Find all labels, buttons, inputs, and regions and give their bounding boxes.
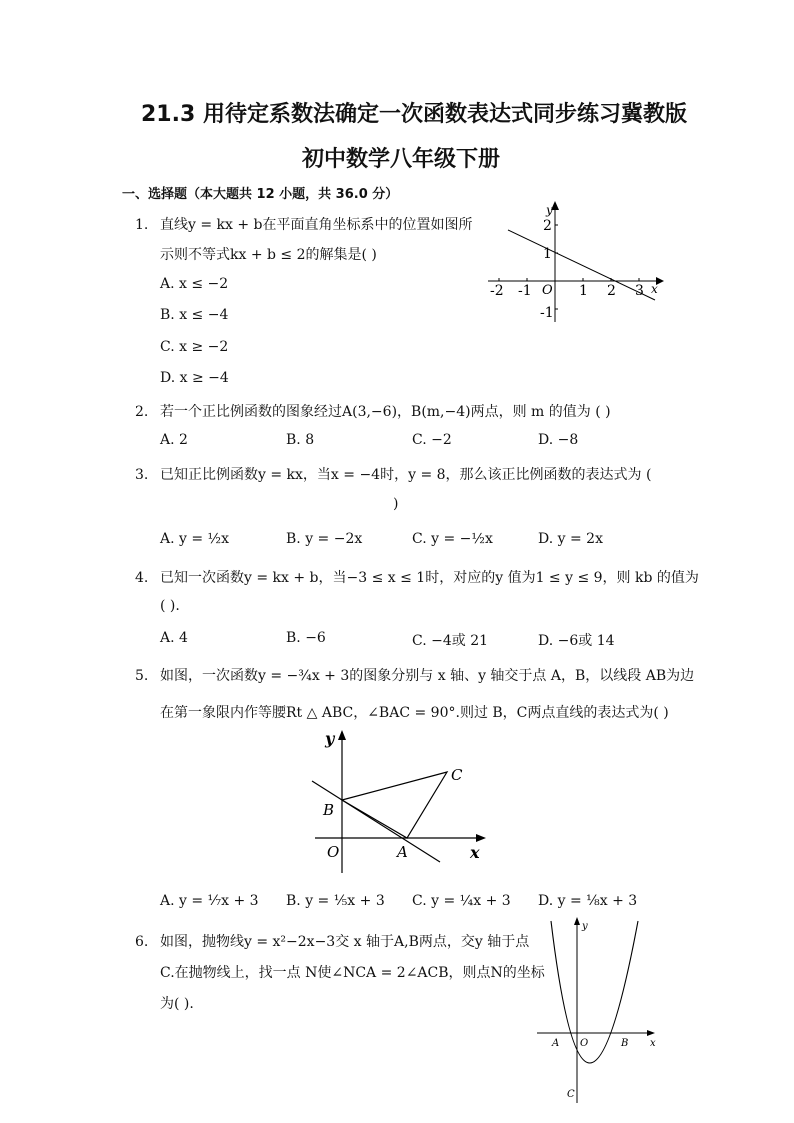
option-b[interactable]: B. −6 <box>286 630 326 646</box>
origin-label: O <box>580 1038 589 1049</box>
option-a[interactable]: A. 2 <box>160 432 188 448</box>
question-text: 直线y = kx + b在平面直角坐标系中的位置如图所 <box>160 217 473 233</box>
option-c[interactable]: C. −2 <box>412 432 452 448</box>
option-a[interactable]: A. y = ⅐x + 3 <box>160 893 259 909</box>
option-d[interactable]: D. x ≥ −4 <box>160 370 229 386</box>
question-number: 4. <box>135 570 149 586</box>
option-b[interactable]: B. 8 <box>286 432 315 448</box>
y-axis-label: y <box>546 203 553 217</box>
origin-label: O <box>542 283 553 298</box>
question-text: ( ). <box>160 598 180 614</box>
q6-parabola-graph <box>535 915 665 1107</box>
question-text: 在第一象限内作等腰Rt △ ABC，∠BAC = 90°.则过 B，C两点直线的表达式为( ) <box>160 705 669 721</box>
y-axis-arrow <box>574 917 580 925</box>
y-tick-label: 1 <box>543 246 552 262</box>
question-text: ) <box>393 496 399 512</box>
point-a-label: A <box>552 1038 560 1049</box>
option-b[interactable]: B. y = −2x <box>286 531 363 547</box>
q1-line-graph <box>480 198 665 328</box>
triangle-abc <box>342 772 447 838</box>
question-text: 若一个正比例函数的图象经过A(3,−6)，B(m,−4)两点，则 m 的值为 ( ) <box>160 404 611 420</box>
x-tick-label: 2 <box>607 283 616 299</box>
x-tick-label: -1 <box>518 283 532 299</box>
option-b[interactable]: B. y = ⅕x + 3 <box>286 893 385 909</box>
option-d[interactable]: D. −6或 14 <box>538 633 615 649</box>
option-d[interactable]: D. y = 2x <box>538 531 603 547</box>
option-c[interactable]: C. x ≥ −2 <box>160 339 229 355</box>
option-a[interactable]: A. y = ½x <box>160 531 230 547</box>
point-b-label: B <box>323 801 335 819</box>
option-a[interactable]: A. 4 <box>160 630 188 646</box>
y-tick-label: -1 <box>540 305 554 321</box>
question-text: C.在抛物线上，找一点 N使∠NCA = 2∠ACB，则点N的坐标 <box>160 965 545 981</box>
question-text: 已知一次函数y = kx + b，当−3 ≤ x ≤ 1时，对应的y 值为1 ≤ y ≤ 9，则 kb 的值为 <box>160 570 699 586</box>
question-number: 2. <box>135 404 149 420</box>
point-c-label: C <box>567 1089 575 1100</box>
x-axis-label: x <box>650 1038 656 1049</box>
document-title-line1: 21.3 用待定系数法确定一次函数表达式同步练习冀教版 <box>141 102 687 127</box>
q5-triangle-graph <box>300 728 490 878</box>
x-axis-label: x <box>651 282 658 296</box>
question-number: 1. <box>135 217 149 233</box>
option-c[interactable]: C. y = −½x <box>412 531 493 547</box>
question-text: 为( ). <box>160 996 194 1012</box>
x-axis-arrow <box>647 1030 655 1036</box>
point-c-label: C <box>451 766 463 784</box>
y-tick-label: 2 <box>543 218 552 234</box>
x-axis-arrow <box>476 834 486 842</box>
option-b[interactable]: B. x ≤ −4 <box>160 307 229 323</box>
option-d[interactable]: D. −8 <box>538 432 579 448</box>
option-c[interactable]: C. −4或 21 <box>412 633 489 649</box>
point-b-label: B <box>621 1038 629 1049</box>
point-a-label: A <box>397 843 408 861</box>
document-title-line2: 初中数学八年级下册 <box>302 147 501 172</box>
option-a[interactable]: A. x ≤ −2 <box>160 276 229 292</box>
option-d[interactable]: D. y = ⅛x + 3 <box>538 893 638 909</box>
y-axis-arrow <box>338 730 346 740</box>
x-tick-label: 3 <box>635 283 644 299</box>
origin-label: O <box>327 843 340 861</box>
x-tick-label: 1 <box>579 283 588 299</box>
question-text: 示则不等式kx + b ≤ 2的解集是( ) <box>160 247 377 263</box>
question-text: 如图，抛物线y = x²−2x−3交 x 轴于A,B两点，交y 轴于点 <box>160 934 530 950</box>
question-text: 已知正比例函数y = kx，当x = −4时，y = 8，那么该正比例函数的表达式为 ( <box>160 467 652 483</box>
question-number: 6. <box>135 934 149 950</box>
question-number: 5. <box>135 668 149 684</box>
option-c[interactable]: C. y = ¼x + 3 <box>412 893 511 909</box>
y-axis-label: y <box>582 921 588 932</box>
x-axis-label: x <box>470 843 480 862</box>
y-axis-label: y <box>325 729 335 748</box>
x-tick-label: -2 <box>490 283 504 299</box>
section-heading: 一、选择题（本大题共 12 小题，共 36.0 分） <box>122 187 399 202</box>
question-text: 如图，一次函数y = −¾x + 3的图象分别与 x 轴、y 轴交于点 A，B，以线段 AB为边 <box>160 668 695 684</box>
question-number: 3. <box>135 467 149 483</box>
